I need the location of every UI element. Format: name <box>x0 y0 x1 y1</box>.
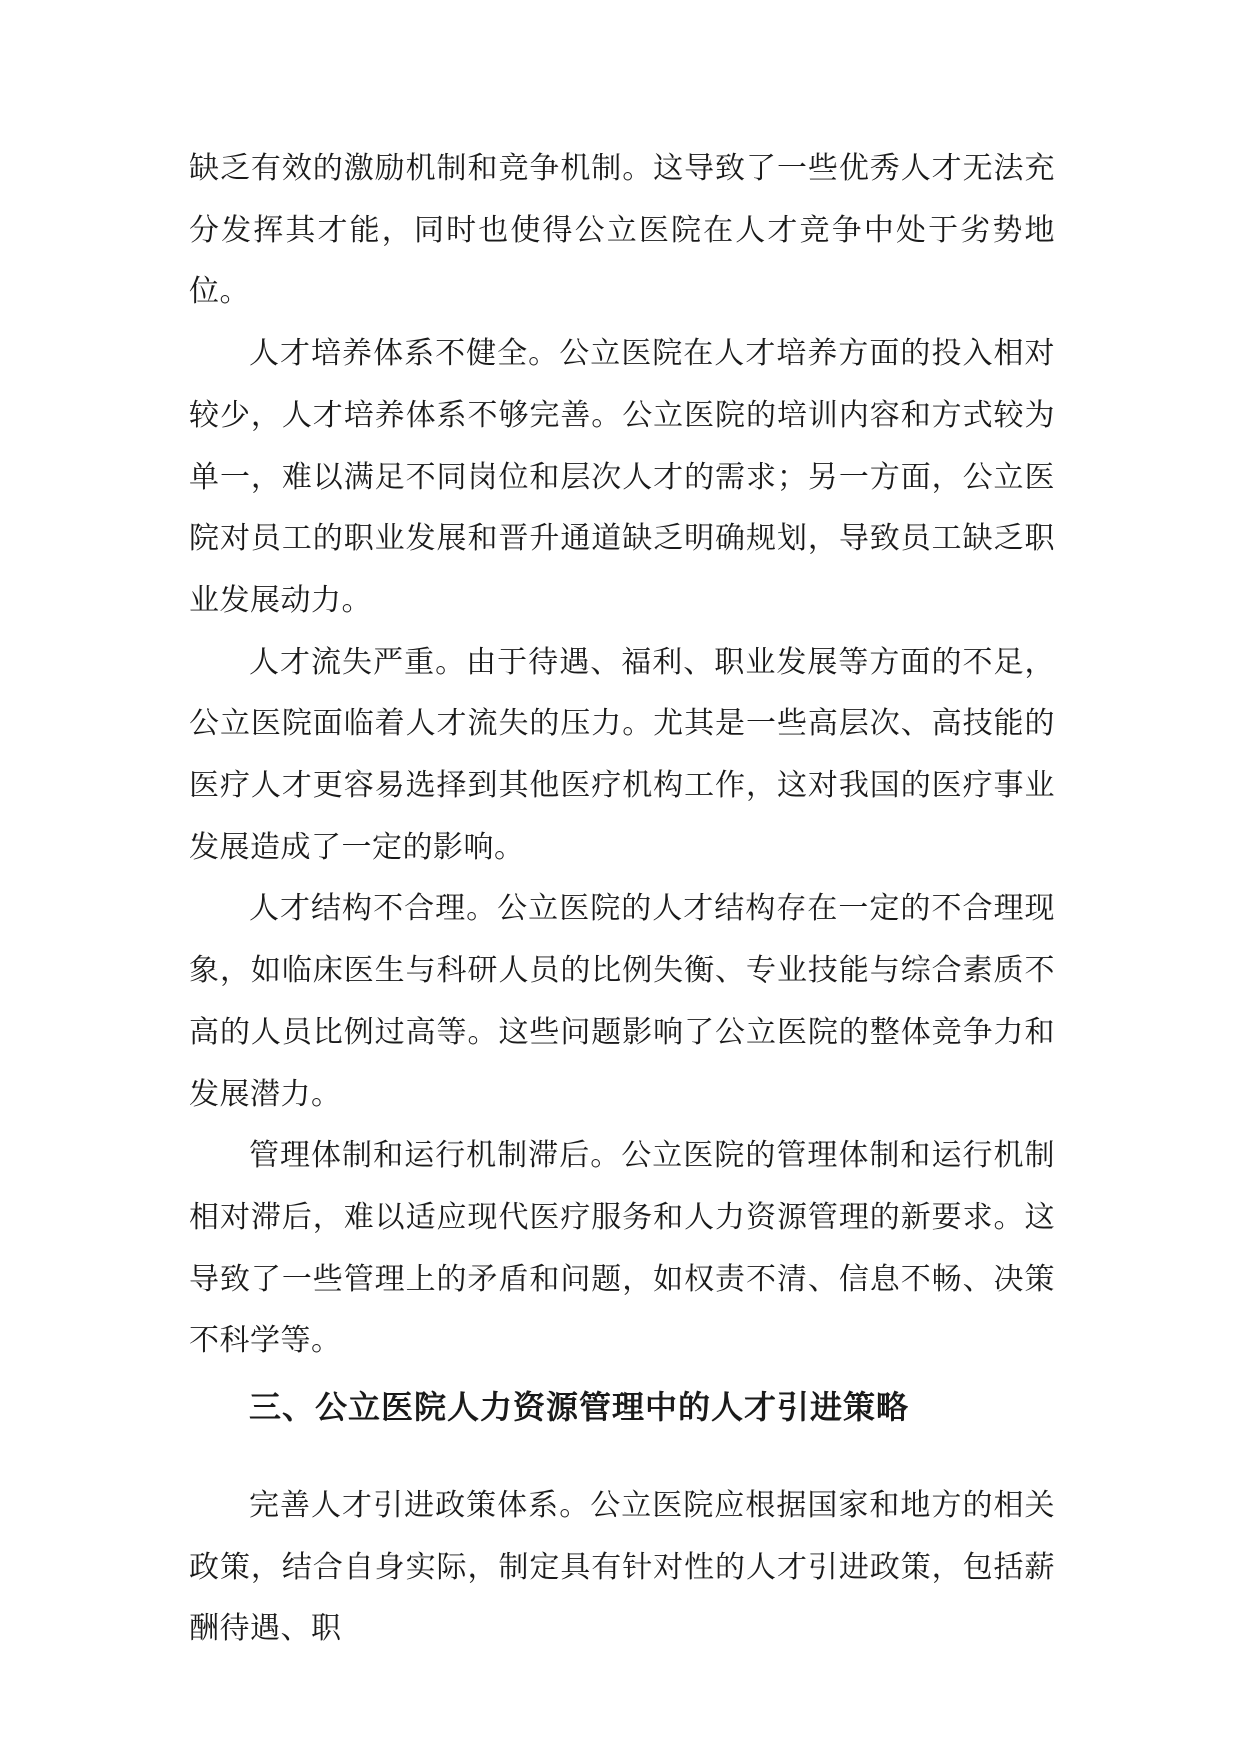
section-body <box>189 1475 1055 1660</box>
paragraph-talent-structure: 人才结构不合理。公立医院的人才结构存在一定的不合理现象，如临床医生与科研人员的比例失衡、专业技能与综合素质不高的人员比例过高等。这些问题影响了公立医院的整体竞争力和发展潜力。 <box>189 891 1055 1112</box>
section-heading: 三、公立医院人力资源管理中的人才引进策略 <box>249 1388 910 1426</box>
body-text <box>189 138 1055 1647</box>
paragraph-talent-loss: 人才流失严重。由于待遇、福利、职业发展等方面的不足，公立医院面临着人才流失的压力。尤其是一些高层次、高技能的医疗人才更容易选择到其他医疗机构工作，这对我国的医疗事业发展造成了一定的影响。 <box>189 644 1055 865</box>
paragraph-policy-system: 完善人才引进政策体系。公立医院应根据国家和地方的相关政策，结合自身实际，制定具有针对性的人才引进政策，包括薪酬待遇、职 <box>189 1488 1055 1647</box>
paragraph-incentive: 缺乏有效的激励机制和竞争机制。这导致了一些优秀人才无法充分发挥其才能，同时也使得公立医院在人才竞争中处于劣势地位。 <box>189 151 1055 310</box>
paragraph-management-system: 管理体制和运行机制滞后。公立医院的管理体制和运行机制相对滞后，难以适应现代医疗服务和人力资源管理的新要求。这导致了一些管理上的矛盾和问题，如权责不清、信息不畅、决策不科学等。 <box>189 1138 1055 1359</box>
paragraph-training-system: 人才培养体系不健全。公立医院在人才培养方面的投入相对较少，人才培养体系不够完善。公立医院的培训内容和方式较为单一，难以满足不同岗位和层次人才的需求；另一方面，公立医院对员工的职业发展和晋升通道缺乏明确规划，导致员工缺乏职业发展动力。 <box>189 336 1055 618</box>
